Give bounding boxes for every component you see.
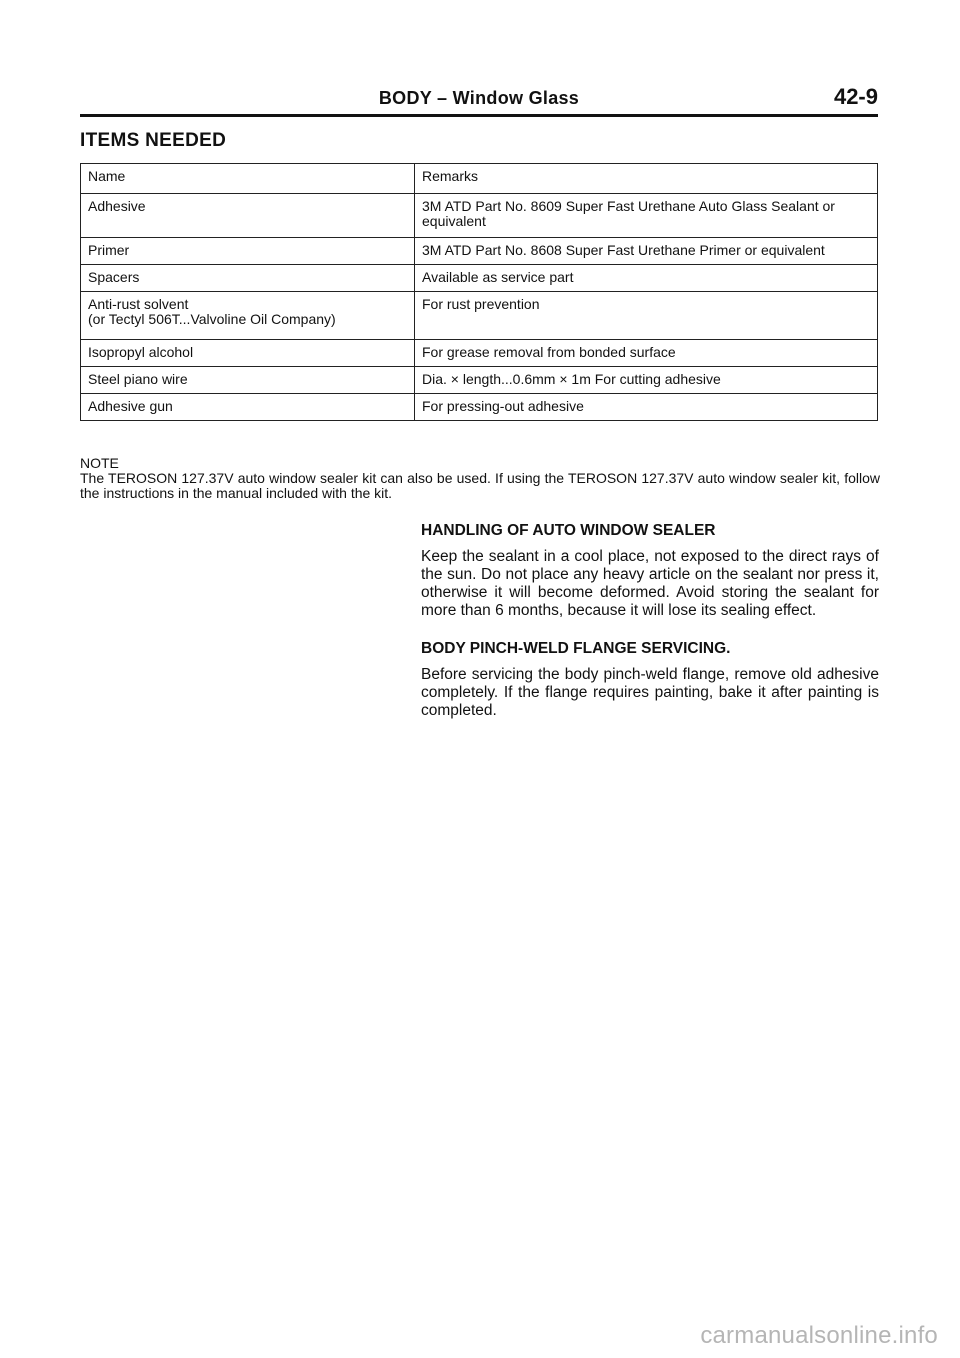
item-remarks: For grease removal from bonded surface [415, 340, 878, 367]
item-remarks: 3M ATD Part No. 8609 Super Fast Urethane Auto Glass Sealant or equivalent [415, 194, 878, 238]
page-number: 42-9 [833, 84, 878, 109]
item-remarks: For rust prevention [415, 292, 878, 340]
table-row [81, 238, 878, 265]
right-column [421, 522, 879, 740]
flange-text: Before servicing the body pinch-weld flange, remove old adhesive completely. If the flange requires painting, bake it after painting is completed. [421, 666, 879, 719]
note-label: NOTE [80, 455, 119, 471]
handling-heading: HANDLING OF AUTO WINDOW SEALER [421, 522, 716, 539]
handling-text: Keep the sealant in a cool place, not exposed to the direct rays of the sun. Do not place any heavy article on the sealant nor press it, otherwise it will become deformed. Avoid storing the sealant for more than 6 months, because it will lose its sealing effect. [421, 548, 879, 619]
item-remarks: 3M ATD Part No. 8608 Super Fast Urethane Primer or equivalent [415, 238, 878, 265]
table-row [81, 340, 878, 367]
watermark-text: carmanualsonline.info [700, 1322, 938, 1349]
table-row [81, 194, 878, 238]
items-needed-heading: ITEMS NEEDED [80, 130, 227, 151]
note-text: The TEROSON 127.37V auto window sealer kit can also be used. If using the TEROSON 127.37V auto window sealer kit, follow the instructions in the manual included with the kit. [80, 470, 880, 501]
table-row [81, 367, 878, 394]
item-remarks: Dia. × length...0.6mm × 1m For cutting adhesive [415, 367, 878, 394]
column-header-remarks: Remarks [415, 164, 878, 194]
item-remarks: For pressing-out adhesive [415, 394, 878, 421]
table-header-row [81, 164, 878, 194]
item-name: Adhesive gun [81, 394, 415, 421]
table-row [81, 394, 878, 421]
flange-heading: BODY PINCH-WELD FLANGE SERVICING. [421, 640, 731, 657]
item-name: Spacers [81, 265, 415, 292]
item-name: Anti-rust solvent (or Tectyl 506T...Valvoline Oil Company) [81, 292, 415, 340]
table-row [81, 292, 878, 340]
item-name: Primer [81, 238, 415, 265]
item-name: Steel piano wire [81, 367, 415, 394]
page-header [80, 86, 878, 117]
table-row [81, 265, 878, 292]
item-name: Isopropyl alcohol [81, 340, 415, 367]
page-title: BODY – Window Glass [378, 88, 580, 108]
note-block [80, 456, 880, 501]
column-header-name: Name [81, 164, 415, 194]
item-name: Adhesive [81, 194, 415, 238]
item-remarks: Available as service part [415, 265, 878, 292]
items-table [80, 163, 878, 421]
